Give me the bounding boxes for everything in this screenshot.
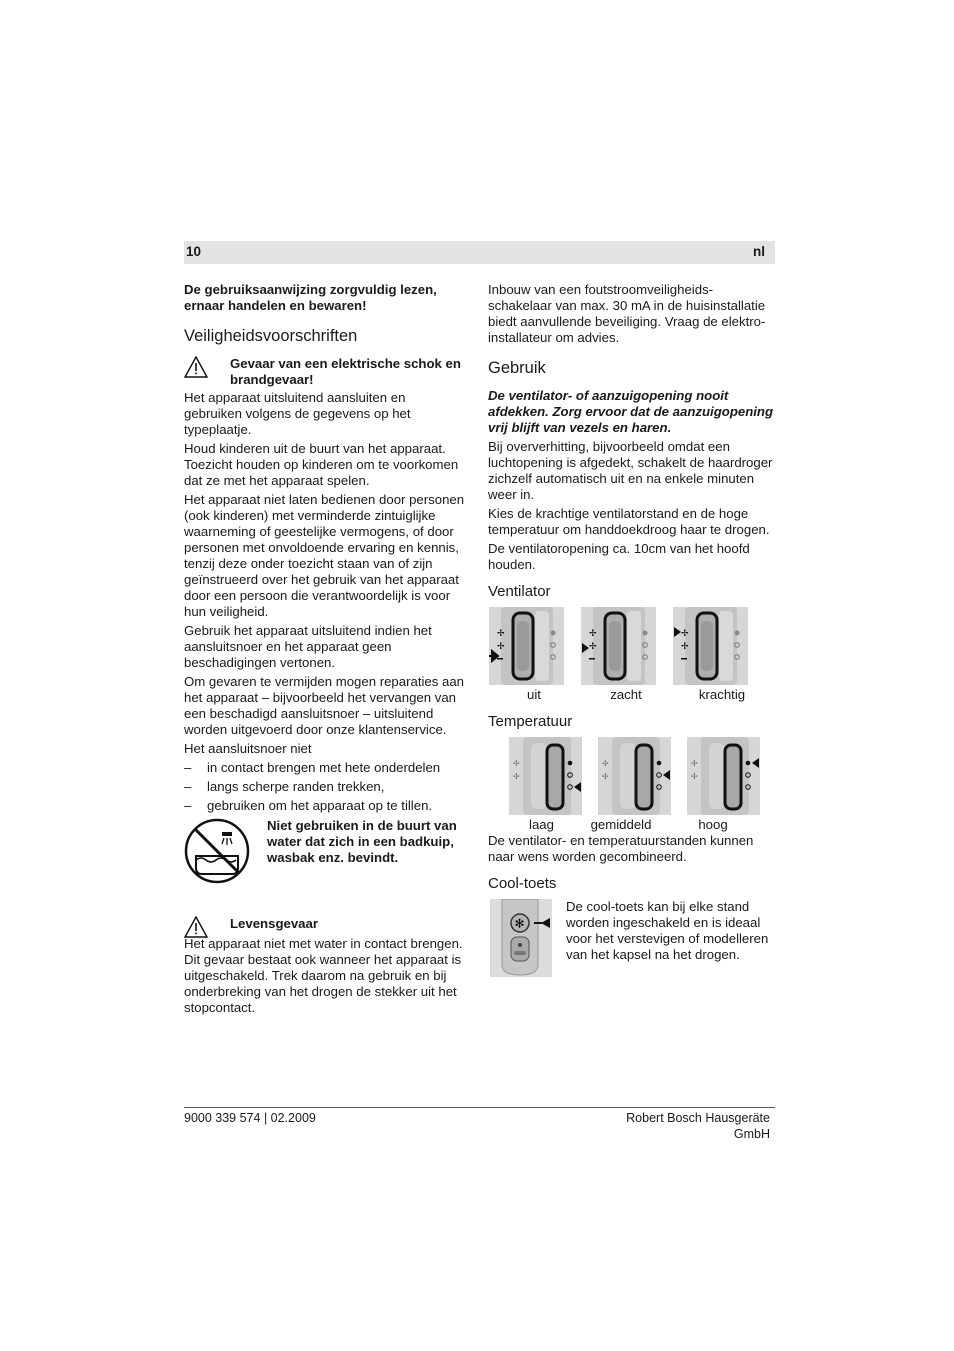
paragraph: Houd kinderen uit de buurt van het apparaat. Toezicht houden op kinderen om te voorkomen dat ze met het apparaat spelen. [184, 441, 459, 488]
cool-text: De cool-toets kan bij elke stand worden ingeschakeld en is ideaal voor het verstevigen of modelleren van het kapsel na het drogen. [566, 899, 769, 962]
usage-warning: De ventilator- of aanzuigopening nooit afdekken. Zorg ervoor dat de aanzuigopening vrij blijft van vezels en haren. [488, 388, 774, 435]
svg-text:✢: ✢ [691, 759, 698, 768]
temp-label-medium: gemiddeld [590, 817, 652, 832]
fan-switch-low-illustration [581, 607, 656, 685]
shock-warning [184, 356, 466, 388]
safety-title: Veiligheidsvoorschriften [184, 327, 358, 345]
page-number: 10 [186, 244, 202, 259]
intro-text: De gebruiksaanwijzing zorgvuldig lezen, ernaar handelen en bewaren! [184, 282, 437, 313]
life-warning-text: Het apparaat niet met water in contact brengen. Dit gevaar bestaat ook wanneer het apparaat is uitgeschakeld. Trek daarom na gebruik en bij onderbreking van het drogen de stekker uit het stopcontact. [184, 936, 463, 1015]
temperature-figures [508, 737, 776, 815]
footer-divider [184, 1107, 775, 1108]
paragraph: Het apparaat niet laten bedienen door personen (ook kinderen) met verminderde zintuiglijke waarneming of geestelijke vermogens, of door personen met onvoldoende ervaring en kennis, tenzij deze onder toezicht staan van of zijn geïnstrueerd over het gebruik van het apparaat door een persoon die verantwoordelijk is voor hun veiligheid. [184, 492, 465, 619]
shock-warning-text: Gevaar van een elektrische schok en brandgevaar! [230, 356, 461, 387]
temperature-captions [508, 817, 776, 833]
temp-switch-low-illustration [508, 737, 583, 815]
fan-captions [488, 687, 776, 703]
paragraph: Gebruik het apparaat uitsluitend indien het aansluitsnoer en het apparaat geen beschadigingen vertonen. [184, 623, 432, 670]
svg-text:✢: ✢ [681, 642, 689, 652]
paragraph: Het apparaat uitsluitend aansluiten en gebruiken volgens de gegevens op het typeplaatje. [184, 390, 411, 437]
paragraph: Het aansluitsnoer niet [184, 741, 312, 756]
usage-title: Gebruik [488, 359, 546, 377]
document-number: 9000 339 574 | 02.2009 [184, 1111, 316, 1125]
fan-label-off: uit [527, 687, 541, 702]
temp-switch-medium-illustration [597, 737, 672, 815]
cool-section [488, 899, 776, 977]
company-name: Robert Bosch Hausgeräte GmbH [626, 1111, 770, 1141]
no-water-icon [184, 818, 250, 884]
language-code: nl [753, 244, 765, 259]
water-warning-text: Niet gebruiken in de buurt van water dat zich in een badkuip, wasbak enz. bevindt. [267, 818, 457, 865]
left-column [184, 282, 466, 1019]
combine-text: De ventilator- en temperatuurstanden kunnen naar wens worden gecombineerd. [488, 833, 754, 864]
svg-text:✢: ✢ [589, 629, 597, 639]
life-warning-title: Levensgevaar [230, 916, 318, 931]
svg-text:✻: ✻ [514, 916, 525, 931]
svg-text:✢: ✢ [602, 759, 609, 768]
right-column [488, 282, 776, 977]
cord-list [184, 760, 466, 814]
fan-label-low: zacht [610, 687, 642, 702]
fan-label-high: krachtig [698, 687, 746, 702]
temp-label-high: hoog [698, 817, 728, 832]
list-item: – in contact brengen met hete onderdelen [184, 760, 441, 775]
page-header [184, 241, 775, 264]
svg-text:✢: ✢ [497, 642, 505, 652]
temp-label-low: laag [529, 817, 554, 832]
cool-button-illustration [490, 899, 552, 977]
fan-figures [489, 607, 776, 685]
fi-text: Inbouw van een foutstroomveiligheids-schakelaar van max. 30 mA in de huisinstallatie biedt aanvullende beveiliging. Vraag de elektro-installateur om advies. [488, 282, 766, 345]
svg-text:✢: ✢ [497, 629, 505, 639]
life-warning [184, 916, 466, 934]
svg-text:✢: ✢ [691, 772, 698, 781]
paragraph: Om gevaren te vermijden mogen reparaties aan het apparaat – bijvoorbeeld het vervangen van een beschadigd aansluitsnoer – uitsluitend worden uitgevoerd door onze klantenservice. [184, 674, 465, 737]
svg-text:✢: ✢ [513, 772, 520, 781]
list-item: – langs scherpe randen trekken, [184, 779, 385, 794]
svg-text:✢: ✢ [681, 629, 689, 639]
water-warning [184, 818, 466, 888]
fan-switch-off-illustration [489, 607, 564, 685]
svg-text:✢: ✢ [589, 642, 597, 652]
list-item: – gebruiken om het apparaat op te tillen. [184, 798, 433, 813]
temp-switch-high-illustration [686, 737, 761, 815]
paragraph: Kies de krachtige ventilatorstand en de hoge temperatuur om handdoekdroog haar te drogen. [488, 506, 770, 537]
temperature-title: Temperatuur [488, 713, 573, 730]
warning-triangle-icon [184, 356, 208, 378]
warning-triangle-icon [184, 916, 208, 938]
fan-switch-high-illustration [673, 607, 748, 685]
paragraph: De ventilatoropening ca. 10cm van het hoofd houden. [488, 541, 750, 572]
fan-title: Ventilator [488, 583, 551, 600]
svg-text:✢: ✢ [513, 759, 520, 768]
cool-title: Cool-toets [488, 875, 557, 892]
paragraph: Bij oververhitting, bijvoorbeeld omdat een luchtopening is afgedekt, schakelt de haardroger zichzelf automatisch uit en na enkele minuten weer in. [488, 439, 773, 502]
svg-text:✢: ✢ [602, 772, 609, 781]
